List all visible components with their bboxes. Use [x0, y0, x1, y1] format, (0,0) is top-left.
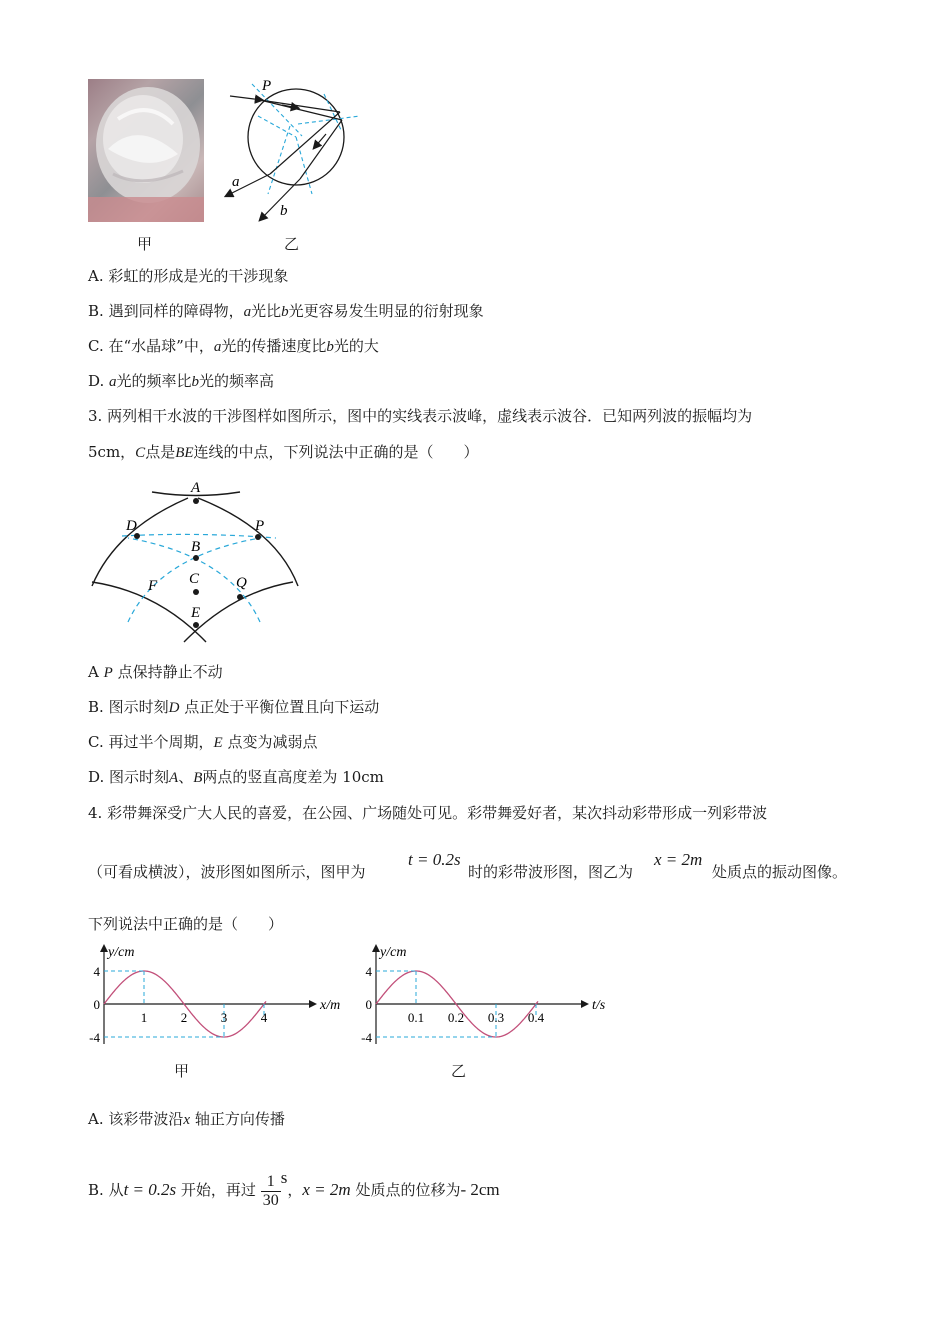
label-F: F: [148, 578, 158, 594]
q3-option-c: C. 再过半个周期，E 点变为减弱点: [88, 733, 318, 751]
q4-option-b: B. 从t = 0.2s 开始，再过 $\frac{1}{30}$ s，x = 2m 处质点的位移为- 2cm: [88, 1168, 500, 1209]
x-axis-arrow: [309, 1000, 317, 1008]
vibration-graph-yi: [356, 940, 616, 1050]
y-axis-arrow: [372, 944, 380, 952]
q2-option-d: D. a光的频率比b光的频率高: [88, 372, 275, 390]
x-axis-arrow: [581, 1000, 589, 1008]
x-tick-label-1: 2: [180, 1010, 188, 1025]
q2-option-b: B. 遇到同样的障碍物，a光比b光更容易发生明显的衍射现象: [88, 302, 484, 320]
label-C: C: [189, 571, 200, 587]
label-Q: Q: [236, 575, 247, 591]
y-tick-label-1: 0: [93, 997, 100, 1012]
q3-option-a: A P 点保持静止不动: [88, 663, 223, 681]
q3-stem-line2: 5cm，C点是BE连线的中点，下列说法中正确的是（ ）: [88, 443, 479, 461]
q3-option-b: B. 图示时刻D 点正处于平衡位置且向下运动: [88, 698, 380, 716]
caption-jia: 甲: [137, 235, 153, 253]
caption-yi: 乙: [284, 235, 300, 253]
q4-math-x: x = 2m: [654, 850, 703, 869]
q3-option-d: D. 图示时刻A、B两点的竖直高度差为 10cm: [88, 768, 384, 786]
fraction-1-30: $\frac{1}{30}$: [262, 1172, 279, 1209]
crystal-ball-photo: [88, 79, 204, 222]
q3-stem-line1: 3. 两列相干水波的干涉图样如图所示，图中的实线表示波峰，虚线表示波谷．已知两列波的振幅均为: [88, 407, 753, 425]
q4-stem-line3: 下列说法中正确的是（ ）: [88, 915, 284, 933]
y-tick-label-0: 4: [93, 964, 100, 979]
x-axis-label: t/s: [592, 998, 606, 1013]
y-tick-label-2: -4: [361, 1030, 372, 1045]
label-A: A: [191, 480, 201, 496]
x-tick-label-1: 0.2: [447, 1010, 465, 1025]
label-B: B: [191, 539, 201, 555]
label-b: b: [280, 203, 288, 219]
q4-stem-line1: 4. 彩带舞深受广大人民的喜爱，在公园、广场随处可见。彩带舞爱好者，某次抖动彩带形成一列彩带波: [88, 804, 768, 822]
label-a: a: [232, 174, 240, 190]
q4-stem-line2-a: （可看成横波），波形图如图所示，图甲为: [88, 863, 366, 881]
label-E: E: [191, 605, 201, 621]
interference-diagram: [88, 474, 308, 650]
incident-ray: [230, 96, 262, 100]
y-axis-label: y/cm: [380, 945, 407, 960]
x-tick-label-2: 3: [220, 1010, 228, 1025]
y-axis-arrow: [100, 944, 108, 952]
y-tick-label-2: -4: [89, 1030, 100, 1045]
x-tick-label-3: 0.4: [527, 1010, 545, 1025]
x-axis-label: x/m: [320, 998, 341, 1013]
q4-stem-line2-c: 处质点的振动图像。: [712, 863, 848, 881]
label-P: P: [255, 518, 265, 534]
crystal-ball-illustration: [88, 79, 204, 222]
caption-q4-jia: 甲: [174, 1062, 190, 1080]
x-tick-label-0: 1: [140, 1010, 148, 1025]
x-tick-label-2: 0.3: [487, 1010, 505, 1025]
q2-option-a: A. 彩虹的形成是光的干涉现象: [88, 267, 289, 285]
y-axis-label: y/cm: [108, 945, 135, 960]
q4-stem-line2-b: 时的彩带波形图，图乙为: [468, 863, 634, 881]
q2-option-c: C. 在“水晶球”中，a光的传播速度比b光的大: [88, 337, 379, 355]
caption-q4-yi: 乙: [451, 1062, 467, 1080]
wave-graph-jia: [88, 940, 348, 1050]
x-tick-label-3: 4: [260, 1010, 268, 1025]
x-tick-label-0: 0.1: [407, 1010, 425, 1025]
label-D: D: [126, 518, 137, 534]
label-P: P: [262, 78, 272, 94]
refraction-diagram: [222, 74, 368, 224]
y-tick-label-1: 0: [365, 997, 372, 1012]
q4-option-a: A. 该彩带波沿x 轴正方向传播: [88, 1110, 285, 1128]
q4-math-t: t = 0.2s: [408, 850, 461, 869]
y-tick-label-0: 4: [365, 964, 372, 979]
